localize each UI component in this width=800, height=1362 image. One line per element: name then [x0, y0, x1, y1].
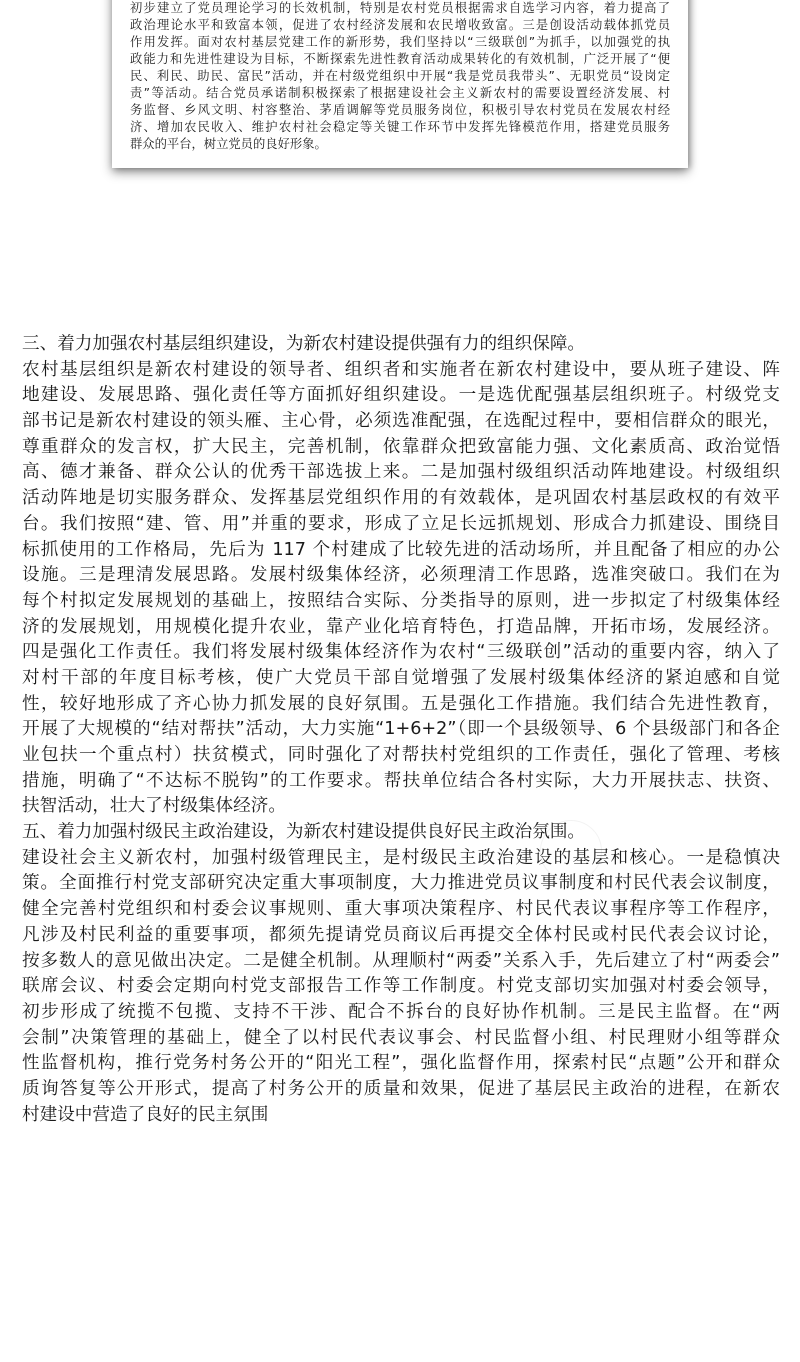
- body-text-line: 设施。三是理清发展思路。发展村级集体经济，必须理清工作思路，选准突破口。我们在为: [22, 565, 780, 586]
- preview-text-line: 作用发挥。面对农村基层党建工作的新形势，我们坚持以“三级联创”为抓手，以加强党的执: [130, 35, 670, 49]
- body-text-line: 活动阵地是切实服务群众、发挥基层党组织作用的有效载体，是巩固农村基层政权的有效平: [22, 488, 780, 509]
- body-text-line: 部书记是新农村建设的领头雁、主心骨，必须选准配强，在选配过程中，要相信群众的眼光，: [22, 411, 780, 432]
- body-text-line: 台。我们按照“建、管、用”并重的要求，形成了立足长远抓规划、形成合力抓建设、围绕目: [22, 513, 780, 534]
- body-text-line: 策。全面推行村党支部研究决定重大事项制度，大力推进党员议事制度和村民代表会议制度，: [22, 873, 780, 894]
- body-text-line: 高、德才兼备、群众公认的优秀干部选拔上来。二是加强村级组织活动阵地建设。村级组织: [22, 462, 780, 483]
- body-text-line: 初步形成了统揽不包揽、支持不干涉、配合不拆台的良好协作机制。三是民主监督。在“两: [22, 1001, 780, 1022]
- body-text-line: 健全完善村党组织和村委会议事规则、重大事项决策程序、村民代表议事程序等工作程序，: [22, 899, 780, 920]
- preview-text-line: 群众的平台，树立党员的良好形象。: [130, 137, 327, 151]
- preview-text-line: 济、增加农民收入、维护农村社会稳定等关键工作环节中发挥先锋模范作用，搭建党员服务: [130, 120, 670, 134]
- body-text-line: 农村基层组织是新农村建设的领导者、组织者和实施者在新农村建设中，要从班子建设、阵: [22, 359, 780, 380]
- body-text-line: 会制”决策管理的基础上，健全了以村民代表议事会、村民监督小组、村民理财小组等群众: [22, 1027, 780, 1048]
- body-text-line: 联席会议、村委会定期向村党支部报告工作等工作制度。村党支部切实加强对村委会领导，: [22, 976, 780, 997]
- body-text-line: 村建设中营造了良好的民主氛围: [22, 1104, 269, 1125]
- body-text-line: 济的发展规划，用规模化提升农业，靠产业化培育特色，打造品牌，开拓市场，发展经济。: [22, 616, 780, 637]
- body-text-line: 业包扶一个重点村）扶贫模式，同时强化了对帮扶村党组织的工作责任，强化了管理、考核: [22, 745, 780, 765]
- body-text-line: 性，较好地形成了齐心协力抓发展的良好氛围。五是强化工作措施。我们结合先进性教育，: [22, 693, 780, 714]
- body-text-line: 尊重群众的发言权，扩大民主，完善机制，依靠群众把致富能力强、文化素质高、政治觉悟: [22, 436, 780, 457]
- preview-text-line: 务监督、乡风文明、村容整治、茅盾调解等党员服务岗位，积极引导农村党员在发展农村经: [130, 103, 670, 117]
- body-text-line: 建设社会主义新农村，加强村级管理民主，是村级民主政治建设的基层和核心。一是稳慎决: [22, 847, 780, 868]
- section-heading: 三、着力加强农村基层组织建设，为新农村建设提供强有力的组织保障。: [22, 334, 586, 354]
- preview-text: [130, 0, 670, 153]
- document-page-preview: [112, 0, 688, 168]
- body-text-line: 每个村拟定发展规划的基础上，按照结合实际、分类指导的原则，进一步拟定了村级集体经: [22, 590, 780, 611]
- body-text-line: 按多数人的意见做出决定。二是健全机制。从理顺村“两委”关系入手，先后建立了村“两委会”: [22, 950, 780, 971]
- body-text-line: 对村干部的年度目标考核，使广大党员干部自觉增强了发展村级集体经济的紧迫感和自觉: [22, 667, 780, 688]
- body-text-line: 性监督机构，推行党务村务公开的“阳光工程”，强化监督作用，探索村民“点题”公开和群众: [22, 1053, 780, 1074]
- preview-text-line: 民、利民、助民、富民”活动，并在村级党组织中开展“我是党员我带头”、无职党员“设岗定: [130, 69, 670, 83]
- preview-text-line: 责”等活动。结合党员承诺制积极探索了根据建设社会主义新农村的需要设置经济发展、村: [130, 86, 670, 100]
- body-text-line: 凡涉及村民利益的重要事项，都须先提请党员商议后再提交全体村民或村民代表会议讨论，: [22, 924, 780, 945]
- body-text-line: 扶智活动，壮大了村级集体经济。: [22, 796, 286, 817]
- body-text-line: 四是强化工作责任。我们将发展村级集体经济作为农村“三级联创”活动的重要内容，纳入了: [22, 642, 780, 663]
- body-text-line: 标抓使用的工作格局，先后为 117 个村建成了比较先进的活动场所，并且配备了相应的办公: [22, 539, 780, 560]
- body-text-line: 开展了大规模的“结对帮扶”活动，大力实施“1+6+2”（即一个县级领导、6 个县级部门和各企: [22, 719, 780, 740]
- body-text-line: 措施，明确了“不达标不脱钩”的工作要求。帮扶单位结合各村实际，大力开展扶志、扶资、: [22, 770, 780, 791]
- section-heading: 五、着力加强村级民主政治建设，为新农村建设提供良好民主政治氛围。: [22, 822, 586, 843]
- body-text-line: 地建设、发展思路、强化责任等方面抓好组织建设。一是选优配强基层组织班子。村级党支: [22, 385, 780, 406]
- document-body: [22, 332, 780, 1128]
- body-text-line: 质询答复等公开形式，提高了村务公开的质量和效果，促进了基层民主政治的进程，在新农: [22, 1078, 780, 1099]
- preview-text-line: 政能力和先进性建设为目标，不断探索先进性教育活动成果转化的有效机制，广泛开展了“便: [130, 52, 670, 66]
- preview-text-line: 政治理论水平和致富本领，促进了农村经济发展和农民增收致富。三是创设活动载体抓党员: [130, 18, 670, 32]
- preview-text-line: 初步建立了党员理论学习的长效机制，特别是农村党员根据需求自选学习内容，着力提高了: [130, 1, 670, 15]
